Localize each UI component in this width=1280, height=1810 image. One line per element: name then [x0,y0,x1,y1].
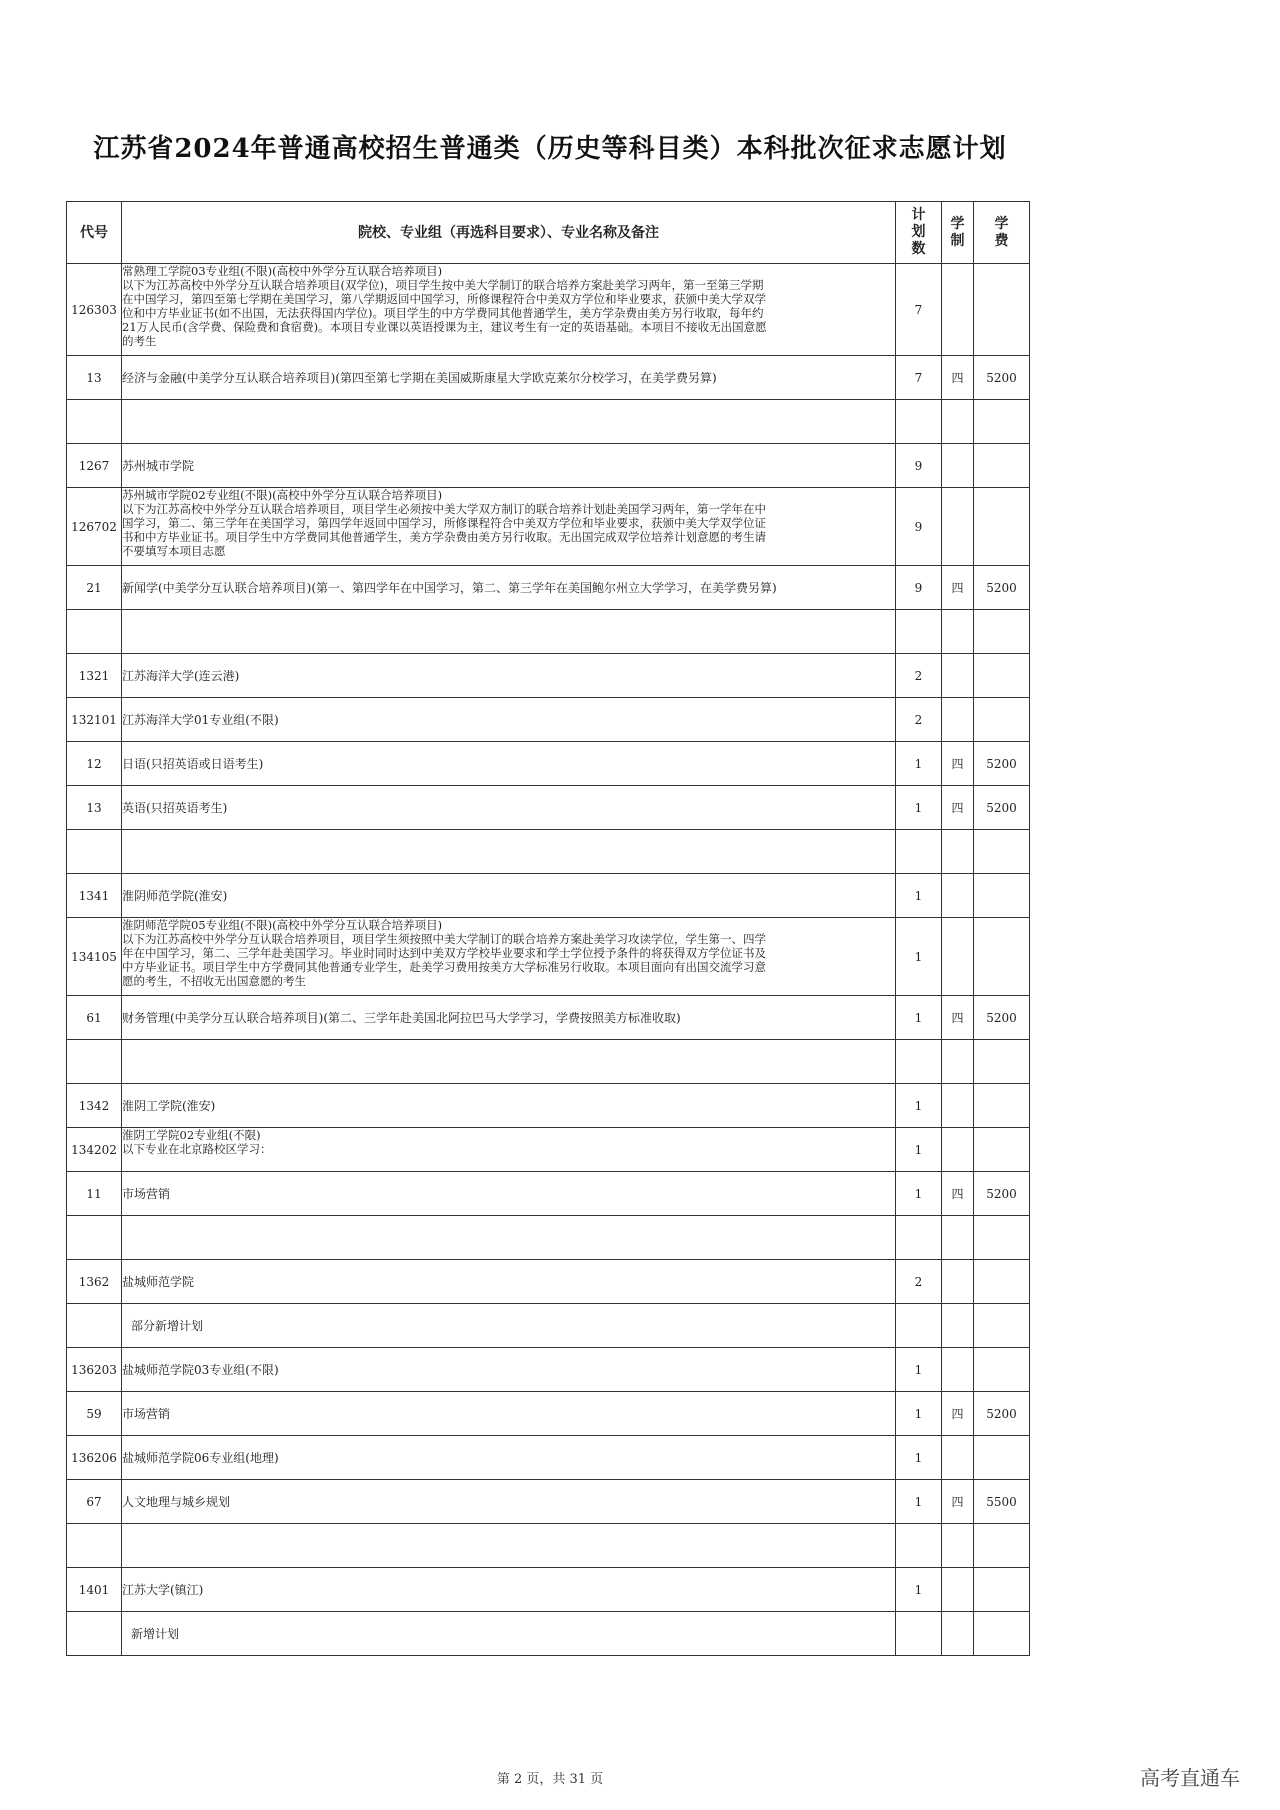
table-row [67,1216,1030,1260]
tuition-cell [974,1216,1030,1260]
code-cell: 1401 [67,1568,122,1612]
code-cell [67,1304,122,1348]
plan-count-cell: 2 [896,698,942,742]
tuition-cell [974,444,1030,488]
duration-cell [942,1304,974,1348]
tuition-cell [974,264,1030,356]
plan-count-cell: 1 [896,1084,942,1128]
plan-count-cell [896,1216,942,1260]
tuition-cell [974,874,1030,918]
code-cell: 13 [67,786,122,830]
duration-cell: 四 [942,742,974,786]
duration-cell [942,1260,974,1304]
description-line: 常熟理工学院03专业组(不限)(高校中外学分互认联合培养项目) [122,264,443,278]
plan-count-cell: 2 [896,654,942,698]
tuition-cell [974,654,1030,698]
description-cell: 部分新增计划 [122,1304,896,1348]
description-line: 淮阴工学院02专业组(不限) [122,1128,261,1142]
plan-count-cell: 1 [896,1568,942,1612]
plan-count-cell: 7 [896,356,942,400]
tuition-cell: 5200 [974,742,1030,786]
tuition-cell: 5200 [974,1392,1030,1436]
code-cell: 67 [67,1480,122,1524]
description-line: 国学习，第二、第三学年在美国学习，第四学年返回中国学习，所修课程符合中美双方学位和毕业要求，获颁中美大学双学位证 [122,515,766,530]
code-cell [67,610,122,654]
tuition-cell [974,1084,1030,1128]
tuition-cell [974,1348,1030,1392]
tuition-cell: 5200 [974,786,1030,830]
table-row [67,488,1030,566]
tuition-cell [974,488,1030,566]
code-cell: 1321 [67,654,122,698]
duration-cell [942,1524,974,1568]
description-cell: 财务管理(中美学分互认联合培养项目)(第二、三学年赴美国北阿拉巴马大学学习，学费按照美方标准收取) [122,996,896,1040]
tuition-cell [974,1612,1030,1656]
code-cell: 136206 [67,1436,122,1480]
tuition-cell: 5200 [974,996,1030,1040]
header-years: 学 制 [942,202,974,264]
table-row [67,786,1030,830]
code-cell: 59 [67,1392,122,1436]
code-cell: 132101 [67,698,122,742]
description-cell: 人文地理与城乡规划 [122,1480,896,1524]
table-row [67,566,1030,610]
duration-cell [942,1128,974,1172]
page-title: 江苏省2024年普通高校招生普通类（历史等科目类）本科批次征求志愿计划 [93,134,1007,164]
table-row [67,1040,1030,1084]
duration-cell [942,654,974,698]
code-cell: 61 [67,996,122,1040]
plan-count-cell [896,1040,942,1084]
description-line: 淮阴师范学院05专业组(不限)(高校中外学分互认联合培养项目) [122,918,443,932]
description-cell [122,400,896,444]
tuition-cell: 5500 [974,1480,1030,1524]
table-row [67,264,1030,356]
watermark: 高考直通车 [1140,1766,1240,1790]
code-cell: 11 [67,1172,122,1216]
duration-cell [942,918,974,996]
table-header-row [67,202,1030,264]
code-cell: 136203 [67,1348,122,1392]
duration-cell [942,698,974,742]
code-cell [67,1524,122,1568]
plan-table [66,201,1030,1656]
duration-cell [942,400,974,444]
plan-count-cell: 1 [896,1172,942,1216]
tuition-cell [974,610,1030,654]
tuition-cell: 5200 [974,356,1030,400]
duration-cell: 四 [942,786,974,830]
code-cell [67,830,122,874]
code-cell [67,400,122,444]
code-cell: 1267 [67,444,122,488]
plan-count-cell [896,1304,942,1348]
tuition-cell [974,698,1030,742]
description-cell: 市场营销 [122,1392,896,1436]
description-cell: 新增计划 [122,1612,896,1656]
description-cell [122,918,896,996]
description-line: 的考生 [122,333,157,348]
description-cell: 淮阴师范学院(淮安) [122,874,896,918]
description-cell: 江苏海洋大学01专业组(不限) [122,698,896,742]
table-row [67,918,1030,996]
table-row [67,444,1030,488]
code-cell: 1342 [67,1084,122,1128]
description-line: 21万人民币(含学费、保险费和食宿费)。本项目专业课以英语授课为主，建议考生有一定的英语基础。本项目不接收无出国意愿 [122,319,767,334]
page-footer: 第 2 页，共 31 页 [496,1772,604,1787]
description-cell: 市场营销 [122,1172,896,1216]
description-cell [122,1040,896,1084]
description-cell [122,1216,896,1260]
code-cell: 134202 [67,1128,122,1172]
duration-cell [942,488,974,566]
table-row [67,698,1030,742]
header-desc: 院校、专业组（再选科目要求）、专业名称及备注 [122,202,896,264]
plan-count-cell: 1 [896,1348,942,1392]
description-cell: 盐城师范学院06专业组(地理) [122,1436,896,1480]
plan-count-cell: 2 [896,1260,942,1304]
description-line: 以下为江苏高校中外学分互认联合培养项目(双学位)，项目学生按中美大学制订的联合培养方案赴美学习两年，第一至第三学期 [122,277,764,292]
plan-count-cell: 9 [896,566,942,610]
plan-count-cell [896,400,942,444]
table-row [67,1480,1030,1524]
duration-cell: 四 [942,1480,974,1524]
code-cell: 12 [67,742,122,786]
table-row [67,1084,1030,1128]
duration-cell: 四 [942,356,974,400]
duration-cell [942,874,974,918]
duration-cell [942,1216,974,1260]
code-cell: 21 [67,566,122,610]
duration-cell: 四 [942,566,974,610]
code-cell [67,1040,122,1084]
code-cell: 126702 [67,488,122,566]
tuition-cell [974,1436,1030,1480]
description-cell: 盐城师范学院 [122,1260,896,1304]
code-cell [67,1612,122,1656]
description-line: 愿的考生，不招收无出国意愿的考生 [122,973,306,988]
plan-count-cell: 9 [896,488,942,566]
code-cell: 1362 [67,1260,122,1304]
tuition-cell [974,1128,1030,1172]
tuition-cell [974,830,1030,874]
description-cell: 江苏大学(镇江) [122,1568,896,1612]
tuition-cell [974,1260,1030,1304]
plan-count-cell [896,830,942,874]
plan-count-cell: 7 [896,264,942,356]
table-row [67,1524,1030,1568]
table-row [67,1612,1030,1656]
description-cell: 经济与金融(中美学分互认联合培养项目)(第四至第七学期在美国威斯康星大学欧克莱尔分校学习，在美学费另算) [122,356,896,400]
description-cell [122,264,896,356]
plan-count-cell: 1 [896,1392,942,1436]
duration-cell [942,1436,974,1480]
duration-cell [942,1612,974,1656]
description-cell [122,830,896,874]
description-cell [122,1524,896,1568]
code-cell: 134105 [67,918,122,996]
description-line: 以下专业在北京路校区学习： [122,1141,272,1156]
duration-cell: 四 [942,996,974,1040]
table-row [67,1568,1030,1612]
plan-count-cell: 1 [896,742,942,786]
table-row [67,1260,1030,1304]
tuition-cell [974,400,1030,444]
plan-count-cell: 1 [896,1480,942,1524]
table-row [67,1392,1030,1436]
header-plan: 计 划 数 [896,202,942,264]
description-line: 书和中方毕业证书。项目学生中方学费同其他普通学生，美方学杂费由美方另行收取。无出国完成双学位培养计划意愿的考生请 [122,529,766,544]
tuition-cell: 5200 [974,566,1030,610]
description-line: 中方毕业证书。项目学生中方学费同其他普通专业学生，赴美学习费用按美方大学标准另行收取。本项目面向有出国交流学习意 [122,959,766,974]
header-code: 代号 [67,202,122,264]
description-cell: 英语(只招英语考生) [122,786,896,830]
duration-cell [942,1084,974,1128]
table-row [67,1436,1030,1480]
table-row [67,610,1030,654]
tuition-cell [974,918,1030,996]
duration-cell [942,264,974,356]
description-cell [122,1128,896,1172]
table-row [67,830,1030,874]
table-row [67,1128,1030,1172]
plan-count-cell: 1 [896,1436,942,1480]
duration-cell [942,1348,974,1392]
code-cell: 126303 [67,264,122,356]
table-row [67,874,1030,918]
plan-count-cell [896,1524,942,1568]
plan-count-cell: 9 [896,444,942,488]
header-fee: 学 费 [974,202,1030,264]
code-cell: 1341 [67,874,122,918]
table-row [67,654,1030,698]
plan-count-cell: 1 [896,1128,942,1172]
duration-cell [942,444,974,488]
table-row [67,400,1030,444]
table-row [67,1348,1030,1392]
description-cell [122,610,896,654]
code-cell [67,1216,122,1260]
description-line: 年在中国学习，第二、三学年赴美国学习。毕业时同时达到中美双方学校毕业要求和学士学位授予条件的将获得双方学位证书及 [122,945,766,960]
plan-count-cell: 1 [896,786,942,830]
description-line: 在中国学习，第四至第七学期在美国学习，第八学期返回中国学习，所修课程符合中美双方学位和毕业要求，获颁中美大学双学 [122,291,766,306]
plan-count-cell: 1 [896,874,942,918]
tuition-cell [974,1568,1030,1612]
plan-count-cell: 1 [896,996,942,1040]
table-row [67,356,1030,400]
tuition-cell: 5200 [974,1172,1030,1216]
plan-count-cell: 1 [896,918,942,996]
table-row [67,1172,1030,1216]
duration-cell [942,610,974,654]
plan-count-cell [896,610,942,654]
duration-cell: 四 [942,1392,974,1436]
duration-cell [942,1040,974,1084]
table-row [67,1304,1030,1348]
tuition-cell [974,1040,1030,1084]
duration-cell [942,1568,974,1612]
description-line: 不要填写本项目志愿 [122,543,226,558]
tuition-cell [974,1524,1030,1568]
description-line: 以下为江苏高校中外学分互认联合培养项目，项目学生须按照中美大学制订的联合培养方案赴美学习攻读学位，学生第一、四学 [122,931,766,946]
description-cell [122,488,896,566]
description-line: 位和中方毕业证书(如不出国，无法获得国内学位)。项目学生的中方学费同其他普通学生，美方学杂费由美方另行收取，每年约 [122,305,764,320]
plan-count-cell [896,1612,942,1656]
description-line: 以下为江苏高校中外学分互认联合培养项目，项目学生必须按中美大学双方制订的联合培养计划赴美国学习两年，第一学年在中 [122,501,766,516]
tuition-cell [974,1304,1030,1348]
description-cell: 日语(只招英语或日语考生) [122,742,896,786]
description-cell: 江苏海洋大学(连云港) [122,654,896,698]
description-cell: 淮阴工学院(淮安) [122,1084,896,1128]
duration-cell [942,830,974,874]
table-row [67,996,1030,1040]
duration-cell: 四 [942,1172,974,1216]
description-cell: 盐城师范学院03专业组(不限) [122,1348,896,1392]
description-cell: 新闻学(中美学分互认联合培养项目)(第一、第四学年在中国学习，第二、第三学年在美国鲍尔州立大学学习，在美学费另算) [122,566,896,610]
description-line: 苏州城市学院02专业组(不限)(高校中外学分互认联合培养项目) [122,488,443,502]
table-row [67,742,1030,786]
code-cell: 13 [67,356,122,400]
description-cell: 苏州城市学院 [122,444,896,488]
